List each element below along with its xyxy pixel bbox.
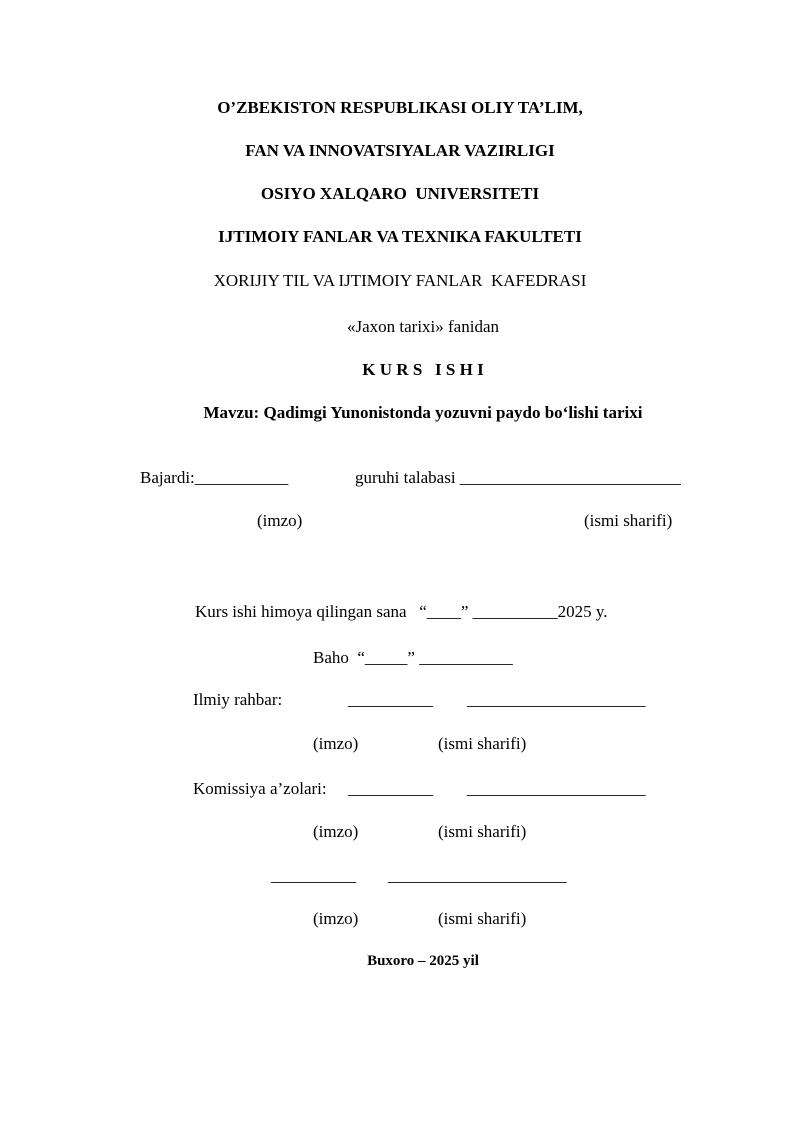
commission-extra-name-line: _____________________ xyxy=(388,866,567,885)
commission-signature-line: __________ xyxy=(348,779,433,798)
ministry-title-line-1: O’ZBEKISTON RESPUBLIKASI OLIY TA’LIM, xyxy=(217,98,583,117)
student-group-label: guruhi talabasi __________________________ xyxy=(355,468,681,487)
subject-line: «Jaxon tarixi» fanidan xyxy=(346,317,499,336)
commission-label: Komissiya a’zolari: xyxy=(193,779,327,798)
faculty-name: IJTIMOIY FANLAR VA TEXNIKA FAKULTETI xyxy=(218,227,582,246)
commission-name-line: _____________________ xyxy=(467,779,646,798)
supervisor-name-caption: (ismi sharifi) xyxy=(438,734,527,753)
ministry-title-line-2: FAN VA INNOVATSIYALAR VAZIRLIGI xyxy=(245,141,555,160)
topic-line: Mavzu: Qadimgi Yunonistonda yozuvni paydo bo‘lishi tarixi xyxy=(203,403,643,422)
student-name-caption: (ismi sharifi) xyxy=(584,511,673,530)
grade-line: Baho “_____” ___________ xyxy=(313,648,513,667)
commission-name-caption: (ismi sharifi) xyxy=(438,822,527,841)
supervisor-signature-caption: (imzo) xyxy=(313,734,359,753)
defense-date-line: Kurs ishi himoya qilingan sana “____” __________2025 y. xyxy=(195,602,608,621)
place-and-year: Buxoro – 2025 yil xyxy=(367,953,479,969)
department-name: XORIJIY TIL VA IJTIMOIY FANLAR KAFEDRASI xyxy=(213,271,587,290)
supervisor-name-line: _____________________ xyxy=(467,690,646,709)
commission-signature-caption: (imzo) xyxy=(313,822,359,841)
student-done-label: Bajardi:___________ xyxy=(140,468,289,487)
commission-extra-signature-line: __________ xyxy=(271,866,356,885)
document-type: K U R S I S H I xyxy=(362,360,484,379)
commission-extra-name-caption: (ismi sharifi) xyxy=(438,909,527,928)
supervisor-label: Ilmiy rahbar: xyxy=(193,690,283,709)
university-name: OSIYO XALQARO UNIVERSITETI xyxy=(260,184,540,203)
supervisor-signature-line: __________ xyxy=(348,690,433,709)
student-signature-caption: (imzo) xyxy=(257,511,303,530)
commission-extra-signature-caption: (imzo) xyxy=(313,909,359,928)
